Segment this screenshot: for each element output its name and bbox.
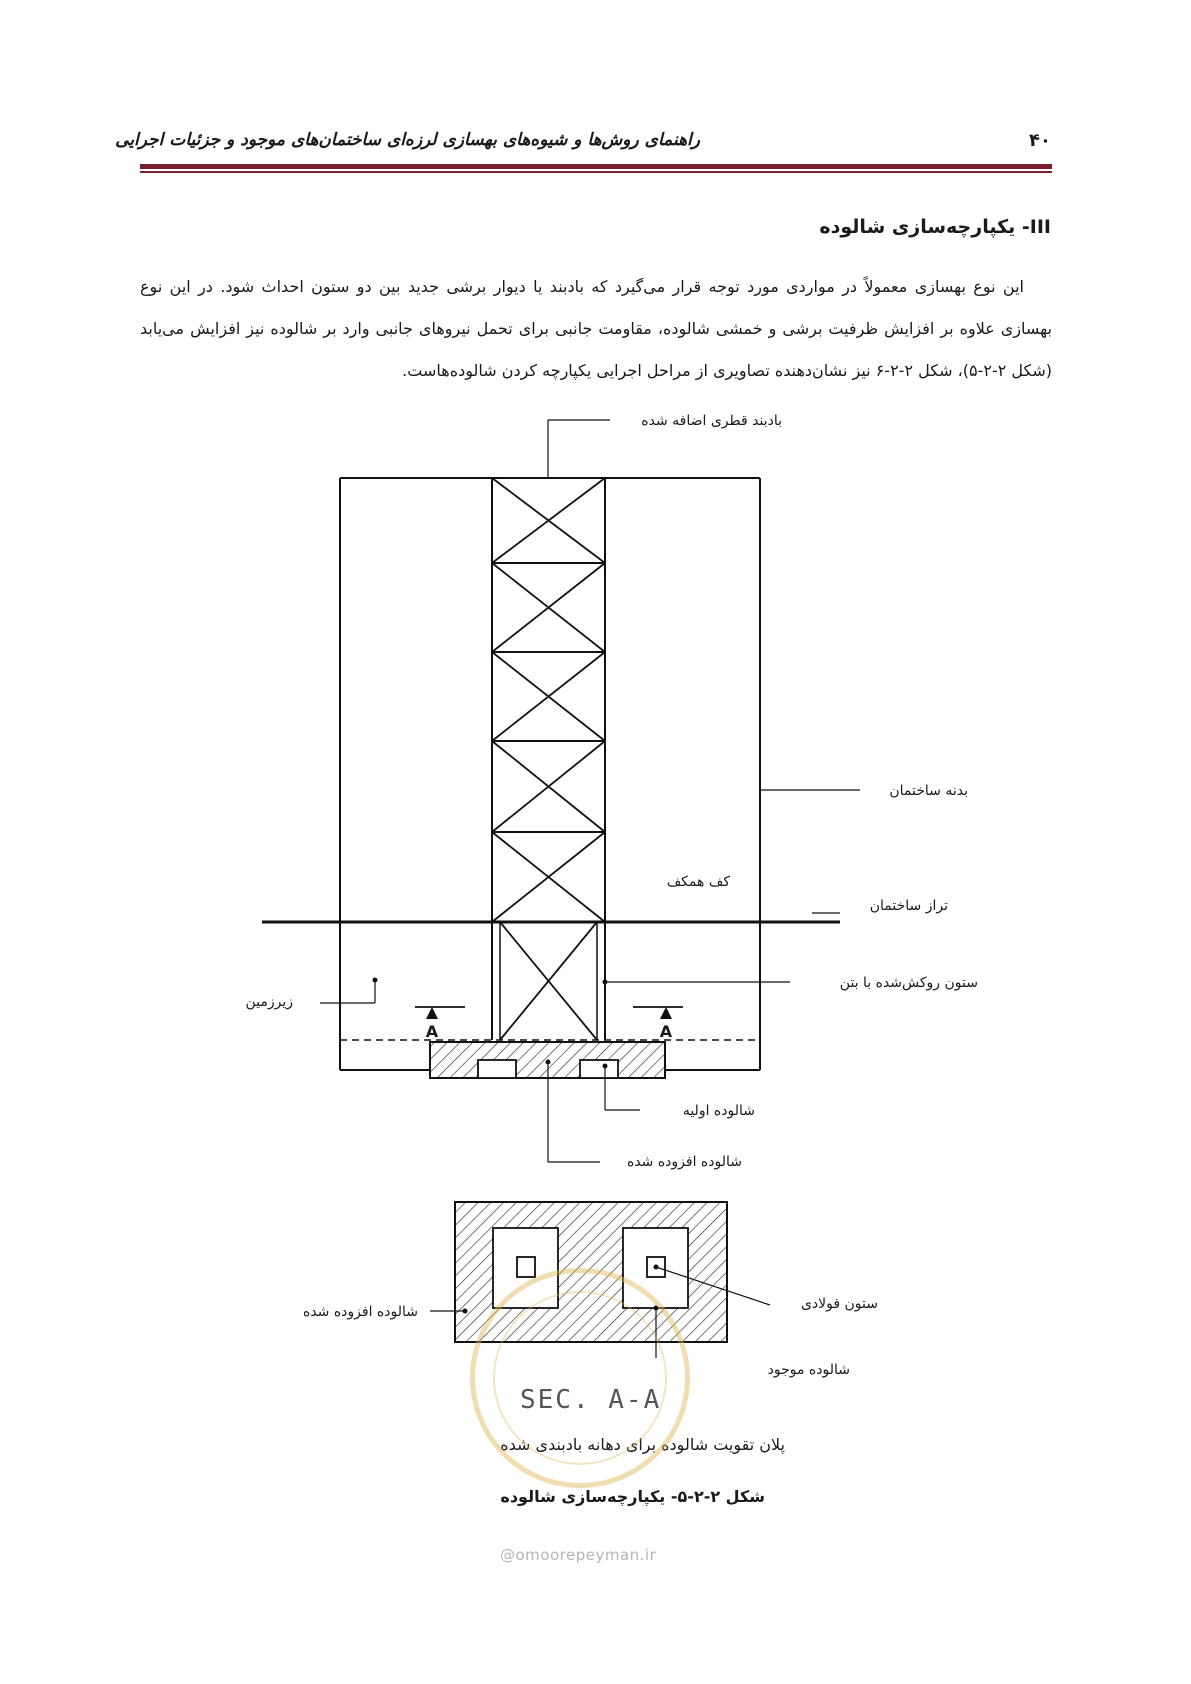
plan-steel-column-left <box>517 1257 535 1277</box>
original-footing-right <box>580 1060 618 1078</box>
section-arrow-right <box>660 1007 672 1019</box>
watermark-site: @omoorepeyman.ir <box>500 1546 657 1564</box>
label-section-left: A <box>425 1022 439 1041</box>
watermark-seal <box>470 1268 690 1488</box>
label-plan-added-footing: شالوده افزوده شده <box>302 1304 418 1320</box>
label-added-footing: شالوده افزوده شده <box>626 1154 742 1170</box>
label-building-level: تراز ساختمان <box>869 898 948 914</box>
label-slab: کف همکف <box>666 874 730 890</box>
section-arrow-left <box>426 1007 438 1019</box>
label-original-footing: شالوده اولیه <box>682 1103 755 1119</box>
label-plan-existing-footing: شالوده موجود <box>767 1362 850 1378</box>
label-added-brace: بادبند قطری اضافه شده <box>641 413 782 429</box>
section-title: III- یکپارچه‌سازی شالوده <box>819 216 1051 238</box>
page-number: ۴۰ <box>1029 130 1051 151</box>
original-footing-left <box>478 1060 516 1078</box>
label-sec-aa: SEC. A-A <box>520 1385 662 1415</box>
figure-caption: شکل ۲-۲-۵- یکپارچه‌سازی شالوده <box>500 1487 765 1506</box>
label-encased-column: ستون روکش‌شده با بتن <box>839 975 978 991</box>
section-paragraph: این نوع بهسازی معمولاً در مواردی مورد توجه قرار می‌گیرد که بادبند یا دیوار برشی جدید بین دو ستون احداث شود. در این نوع بهسازی علاوه بر افزایش ظرفیت برشی و خمشی شالوده، مقاومت جانبی برای تحمل نیروهای جانبی وارد بر شالوده نیز افزایش می‌یابد (شکل ۲-۲-۵)، شکل ۲-۲-۶ نیز نشان‌دهنده تصاویری از مراحل اجرایی یکپارچه کردن شالوده‌هاست. <box>140 277 1052 380</box>
label-section-right: A <box>659 1022 673 1041</box>
label-building-body: بدنه ساختمان <box>889 783 968 799</box>
label-basement: زیرزمین <box>245 994 293 1010</box>
running-header-title: راهنمای روش‌ها و شیوه‌های بهسازی لرزه‌ای ساختمان‌های موجود و جزئیات اجرایی <box>115 130 700 150</box>
plan-caption: پلان تقویت شالوده برای دهانه بادبندی شده <box>500 1435 785 1454</box>
label-plan-steel-column: ستون فولادی <box>800 1296 878 1312</box>
